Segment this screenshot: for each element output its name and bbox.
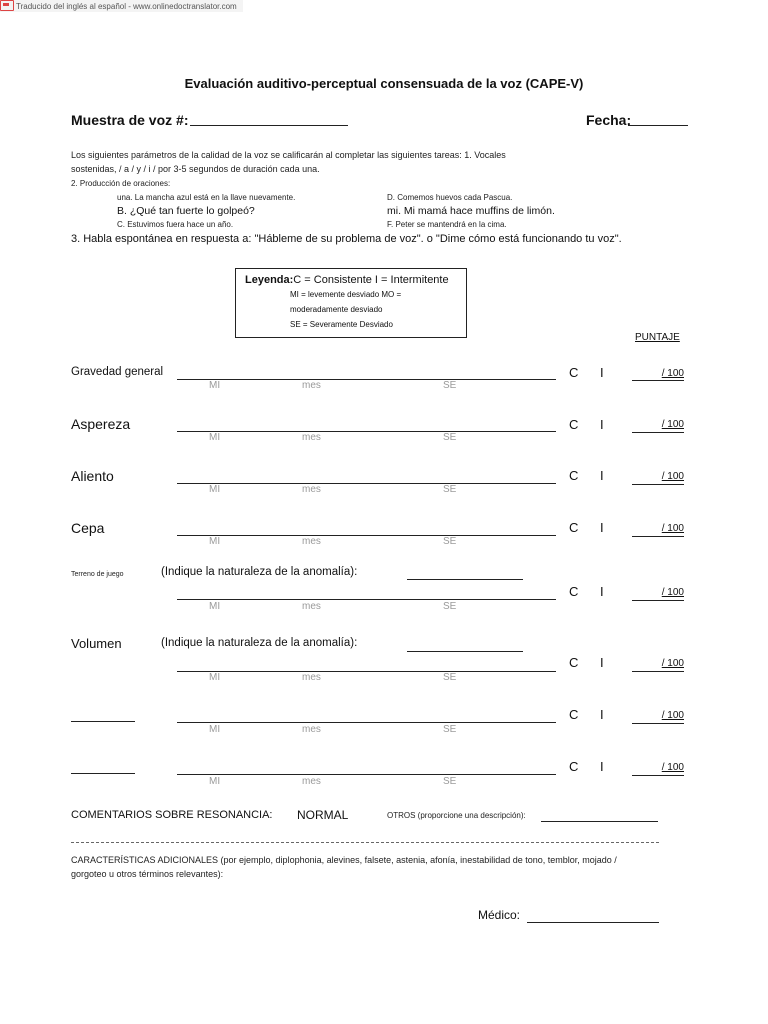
scale-mild: MI	[209, 484, 221, 495]
date-label: Fecha:	[586, 112, 632, 128]
sentence-a: una. La mancha azul está en la llave nuevamente.	[117, 193, 296, 202]
sentence-d: D. Comemos huevos cada Pascua.	[387, 193, 513, 202]
score-cepa[interactable]: / 100	[661, 523, 684, 534]
scale-moderate: mes	[302, 776, 321, 787]
sentence-e: mi. Mi mamá hace muffins de limón.	[387, 205, 555, 217]
row-label-terreno: Terreno de juego	[71, 571, 124, 578]
score-aliento[interactable]: / 100	[661, 471, 684, 482]
score-volumen[interactable]: / 100	[661, 658, 684, 669]
scale-moderate: mes	[302, 724, 321, 735]
instructions-line-1: Los siguientes parámetros de la calidad de la voz se calificarán al completar las siguientes tareas: 1. Vocales	[71, 150, 506, 160]
banner-text: Traducido del inglés al español - www.onlinedoctranslator.com	[16, 2, 237, 11]
instructions-line-2: sostenidas, / a / y / i / por 3-5 segundos de duración cada una.	[71, 164, 320, 174]
intermittent-option[interactable]: I	[600, 520, 604, 535]
scale-line-terreno[interactable]	[177, 599, 556, 600]
additional-line-1: CARACTERÍSTICAS ADICIONALES (por ejemplo, diplophonia, alevines, falsete, astenia, afonía, inestabilidad de tono, temblor, mojado /	[71, 855, 617, 865]
sentence-c: C. Estuvimos fuera hace un año.	[117, 220, 234, 229]
consistent-option[interactable]: C	[569, 655, 579, 670]
row-label-cepa: Cepa	[71, 520, 105, 536]
score-line	[632, 380, 684, 381]
score-line	[632, 484, 684, 485]
consistent-option[interactable]: C	[569, 365, 579, 380]
score-terreno[interactable]: / 100	[661, 587, 684, 598]
separator-line	[71, 842, 659, 843]
legend-line-1: C = Consistente I = Intermitente	[293, 274, 449, 286]
voice-sample-text: Muestra de voz #:	[71, 112, 189, 128]
page-title: Evaluación auditivo-perceptual consensuada de la voz (CAPE-V)	[184, 76, 584, 91]
intermittent-option[interactable]: I	[600, 417, 604, 432]
intermittent-option[interactable]: I	[600, 759, 604, 774]
custom-label-blank-1[interactable]	[71, 721, 135, 722]
scale-line-gravedad[interactable]	[177, 379, 556, 380]
resonance-others: OTROS (proporcione una descripción):	[387, 811, 526, 820]
row-label-aspereza: Aspereza	[71, 416, 131, 432]
scale-moderate: mes	[302, 601, 321, 612]
scale-line-custom-1[interactable]	[177, 722, 556, 723]
scale-severe: SE	[443, 484, 457, 495]
date-blank[interactable]	[628, 125, 688, 126]
scale-mild: MI	[209, 724, 221, 735]
score-line	[632, 671, 684, 672]
intermittent-option[interactable]: I	[600, 365, 604, 380]
scale-moderate: mes	[302, 380, 321, 391]
score-header: PUNTAJE	[635, 332, 680, 343]
physician-label: Médico:	[478, 908, 521, 922]
translator-banner	[0, 0, 243, 12]
score-custom-2[interactable]: / 100	[661, 762, 684, 773]
resonance-label: COMENTARIOS SOBRE RESONANCIA:	[71, 809, 273, 821]
scale-mild: MI	[209, 380, 221, 391]
voice-sample-blank[interactable]	[190, 125, 348, 126]
score-line	[632, 775, 684, 776]
voice-sample-label	[71, 112, 188, 128]
task-3: 3. Habla espontánea en respuesta a: "Hábleme de su problema de voz". o "Dime cómo está funcionando tu voz".	[71, 233, 622, 245]
physician-blank[interactable]	[527, 922, 659, 923]
resonance-normal[interactable]: NORMAL	[297, 808, 349, 822]
resonance-others-blank[interactable]	[541, 821, 658, 822]
legend-line-2: MI = levemente desviado MO =	[290, 290, 402, 299]
anomaly-blank-terreno[interactable]	[407, 579, 523, 580]
score-line	[632, 723, 684, 724]
intermittent-option[interactable]: I	[600, 468, 604, 483]
scale-severe: SE	[443, 724, 457, 735]
scale-mild: MI	[209, 672, 221, 683]
row-label-volumen: Volumen	[71, 636, 122, 651]
legend-title: Leyenda:	[245, 274, 294, 286]
legend-box	[235, 268, 467, 338]
scale-severe: SE	[443, 672, 457, 683]
consistent-option[interactable]: C	[569, 707, 579, 722]
anomaly-hint-volumen: (Indique la naturaleza de la anomalía):	[161, 637, 358, 649]
legend-line-3: moderadamente desviado	[290, 305, 383, 314]
row-label-gravedad: Gravedad general	[71, 366, 164, 378]
consistent-option[interactable]: C	[569, 520, 579, 535]
intermittent-option[interactable]: I	[600, 584, 604, 599]
scale-severe: SE	[443, 776, 457, 787]
consistent-option[interactable]: C	[569, 417, 579, 432]
row-label-aliento: Aliento	[71, 468, 114, 484]
score-aspereza[interactable]: / 100	[661, 419, 684, 430]
instructions-line-3: 2. Producción de oraciones:	[71, 179, 171, 188]
legend-title-line	[245, 274, 449, 286]
legend-line-4: SE = Severamente Desviado	[290, 320, 393, 329]
scale-moderate: mes	[302, 672, 321, 683]
intermittent-option[interactable]: I	[600, 707, 604, 722]
scale-moderate: mes	[302, 536, 321, 547]
score-line	[632, 600, 684, 601]
score-gravedad[interactable]: / 100	[661, 368, 684, 379]
scale-moderate: mes	[302, 432, 321, 443]
scale-line-custom-2[interactable]	[177, 774, 556, 775]
scale-severe: SE	[443, 380, 457, 391]
custom-label-blank-2[interactable]	[71, 773, 135, 774]
scale-line-volumen[interactable]	[177, 671, 556, 672]
scale-severe: SE	[443, 536, 457, 547]
scale-moderate: mes	[302, 484, 321, 495]
anomaly-hint-terreno: (Indique la naturaleza de la anomalía):	[161, 566, 358, 578]
scale-mild: MI	[209, 432, 221, 443]
scale-line-aspereza[interactable]	[177, 431, 556, 432]
score-line	[632, 432, 684, 433]
scale-line-aliento[interactable]	[177, 483, 556, 484]
scale-mild: MI	[209, 601, 221, 612]
consistent-option[interactable]: C	[569, 468, 579, 483]
anomaly-blank-volumen[interactable]	[407, 651, 523, 652]
translator-logo-icon	[0, 0, 14, 11]
sentence-f: F. Peter se mantendrá en la cima.	[387, 220, 507, 229]
score-line	[632, 536, 684, 537]
scale-severe: SE	[443, 601, 457, 612]
scale-mild: MI	[209, 536, 221, 547]
consistent-option[interactable]: C	[569, 584, 579, 599]
intermittent-option[interactable]: I	[600, 655, 604, 670]
sentence-b: B. ¿Qué tan fuerte lo golpeó?	[117, 205, 255, 217]
score-custom-1[interactable]: / 100	[661, 710, 684, 721]
additional-line-2: gorgoteo u otros términos relevantes):	[71, 869, 224, 879]
consistent-option[interactable]: C	[569, 759, 579, 774]
scale-severe: SE	[443, 432, 457, 443]
scale-line-cepa[interactable]	[177, 535, 556, 536]
scale-mild: MI	[209, 776, 221, 787]
